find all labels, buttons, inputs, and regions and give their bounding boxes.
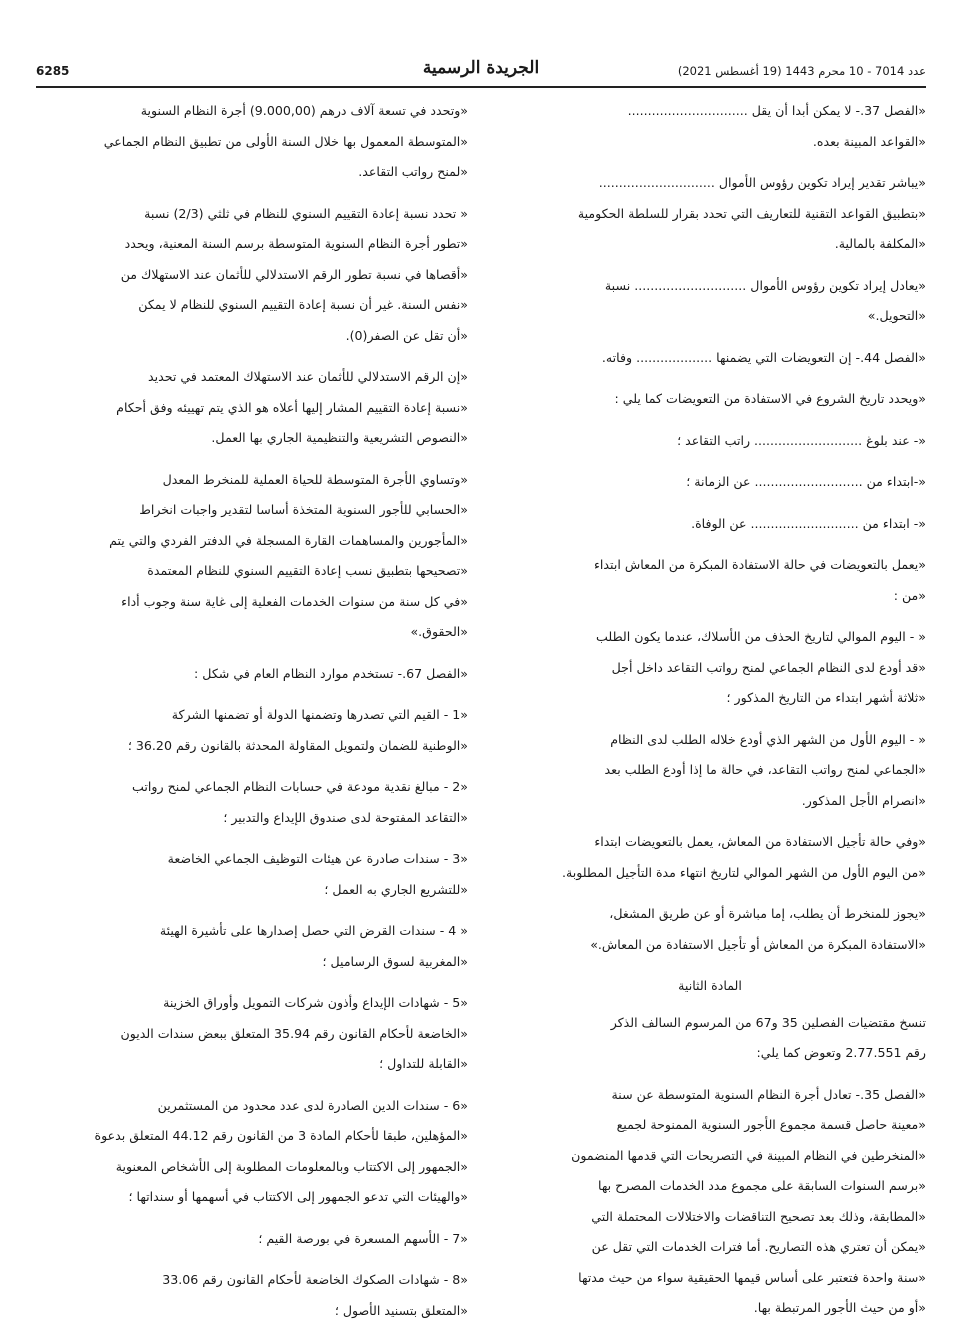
paragraph: «يعادل إيراد تكوين رؤوس الأموال ............................ نسبة «التحويل.» xyxy=(604,277,926,323)
article-heading: المادة الثانية xyxy=(678,978,742,993)
paragraph: «7 - الأسهم المسعرة في بورصة القيم ؛ xyxy=(258,1230,468,1246)
paragraph: « تحدد نسبة إعادة التقييم السنوي للنظام في ثلثي (2/3) نسبة «تطور أجرة النظام السنوية المتوسطة برسم السنة المعنية، ويحدد «أقصاها في نسبة تطور الرقم الاستدلالي للأثمان عند الاستهلاك من «نفس السنة. غير أن نسبة إعادة التقييم السنوي للنظام لا يمكن «أن تقل عن الصفر(0). xyxy=(120,205,468,343)
paragraph: «وفي حالة تأجيل الاستفادة من المعاش، يعمل بالتعويضات ابتداء «من اليوم الأول من الشهر الموالي لتاريخ انتهاء مدة التأجيل المطلوبة. xyxy=(561,834,926,880)
paragraph: «- عند بلوغ ........................... راتب التقاعد ؛ xyxy=(677,432,926,448)
paragraph: «وتساوي الأجرة المتوسطة للحياة العملية للمنخرط المعدل «الحسابي للأجور السنوية المتخذة أساسا لتقدير واجبات انخراط «المأجورين والمساهمات القارة المسجلة في الدفتر الفردي والتي يتم «تصحيحها بتطبيق نسب إعادة التقييم السنوي للنظام المعتمدة «في كل سنة من سنوات الخدمات الفعلية إلى غاية سنة وجوب أداء «الحقوق.» xyxy=(109,471,468,639)
gazette-title: الجريدة الرسمية xyxy=(422,58,540,78)
paragraph: «إن الرقم الاستدلالي للأثمان عند الاستهلاك المعتمد في تحديد «نسبة إعادة التقييم المشار إليها أعلاه هو الذي يتم تهييئه وفق أحكام «النصوص التشريعية والتنظيمية الجاري بها العمل. xyxy=(116,369,468,445)
paragraph: «يباشر تقدير إيراد تكوين رؤوس الأموال ............................. «بتطبيق القواعد التقنية للتعاريف التي تحدد بقرار للسلطة الحكومية «المكلفة بالمالية. xyxy=(577,175,926,251)
left-column xyxy=(36,96,468,1337)
paragraph: «8 - شهادات الصكوك الخاضعة لأحكام القانون رقم 33.06 «المتعلق بتسنيد الأصول ؛ xyxy=(162,1272,468,1318)
paragraph: «يجوز للمنخرط أن يطلب، إما مباشرة أو عن طريق المشغل، «الاستفادة المبكرة من المعاش أو تأجيل الاستفادة من المعاش.» xyxy=(590,906,926,952)
header-rule xyxy=(36,86,926,88)
paragraph: «وتحدد في تسعة آلاف درهم (9.000,00) أجرة النظام السنوية «المتوسطة المعمول بها خلال السنة الأولى من تطبيق النظام الجماعي «لمنح رواتب التقاعد. xyxy=(103,103,468,179)
paragraph: «-ابتداء من ........................... عن الزمانة ؛ xyxy=(686,474,926,489)
paragraph: «الفصل 35.- تعادل أجرة النظام السنوية المتوسطة عن سنة «معينة حاصل قسمة مجموع الأجور السنوية الممنوحة لجميع «المنخرطين في النظام المبينة في التصريحات التي قدمها المنضمون «برسم السنوات السابقة على مجموع مدد الخدمات المصرح بها «المطابقة، وذلك بعد تصحيح التناقضات والاختلالات المحتملة التي «يمكن أن تعتري هذه التصاريح. أما فترات الخدمات التي تقل عن «سنة واحدة فتعتبر على أساس قيمها الحقيقية سواء من حيث مدتها «أو من حيث الأجور المرتبطة بها. xyxy=(571,1086,926,1315)
paragraph: «- ابتداء من ........................... عن الوفاة. xyxy=(691,515,926,531)
right-column xyxy=(494,96,926,1335)
page-header xyxy=(36,56,926,86)
paragraph: «1 - القيم التي تصدرها وتضمنها الدولة أو تضمنها الشركة «الوطنية للضمان ولتمويل المقاولة المحدثة بالقانون رقم 36.20 ؛ xyxy=(127,707,468,753)
paragraph: «الفصل 37.- لا يمكن أبدا أن يقل .............................. «القواعد المبينة بعده. xyxy=(627,103,926,149)
paragraph: «الفصل 44.- إن التعويضات التي يضمنها ................... وفاته. xyxy=(601,349,926,365)
paragraph: «5 - شهادات الإيداع وأذون شركات التمويل وأوراق الخزينة «الخاضعة لأحكام القانون رقم 35.94 المتعلق ببعض سندات الديون «القابلة للتداول ؛ xyxy=(120,995,468,1071)
paragraph: تنسخ مقتضيات الفصلين 35 و67 من المرسوم السالف الذكر رقم 2.77.551 وتعوض كما يلي: xyxy=(610,1014,926,1060)
paragraph: «2 - مبالغ نقدية مودعة في حسابات النظام الجماعي لمنح رواتب «التقاعد المفتوحة لدى صندوق الإيداع والتدبير ؛ xyxy=(132,779,468,825)
paragraph: « 4 - سندات القرض التي حصل إصدارها على تأشيرة الهيئة «المغربية لسوق الرساميل ؛ xyxy=(159,923,468,969)
paragraph: «6 - سندات الدين الصادرة لدى عدد محدود من المستثمرين «المؤهلين، طبقا لأحكام المادة 3 من القانون رقم 44.12 المتعلق بدعوة «الجمهور إلى الاكتتاب وبالمعلومات المطلوبة إلى الأشخاص المعنوية «والهيئات التي تدعو الجمهور إلى الاكتتاب في أسهمها أو سنداتها ؛ xyxy=(94,1097,468,1204)
paragraph: «الفصل 67.- تستخدم موارد النظام العام في شكل : xyxy=(194,665,468,681)
paragraph: «يعمل بالتعويضات في حالة الاستفادة المبكرة من المعاش ابتداء «من : xyxy=(594,557,926,603)
paragraph: « - اليوم الموالي لتاريخ الحذف من الأسلاك، عندما يكون الطلب «قد أودع لدى النظام الجماعي لمنح رواتب التقاعد داخل أجل «ثلاثة أشهر ابتداء من التاريخ المذكور ؛ xyxy=(596,629,926,705)
paragraph: «ويحدد تاريخ الشروع في الاستفادة من التعويضات كما يلي : xyxy=(614,391,926,406)
issue-info: عدد 7014 - 10 محرم 1443 (19 أغسطس 2021) xyxy=(677,64,926,78)
page-number: 6285 xyxy=(36,64,70,78)
paragraph: « - اليوم الأول من الشهر الذي أودع خلاله الطلب لدى النظام «الجماعي لمنح رواتب التقاعد، في حالة ما إذا أودع الطلب بعد «انصرام الأجل المذكور. xyxy=(604,731,926,808)
paragraph: «3 - سندات صادرة عن هيئات التوظيف الجماعي الخاضعة «للتشريع الجاري به العمل ؛ xyxy=(167,851,468,897)
